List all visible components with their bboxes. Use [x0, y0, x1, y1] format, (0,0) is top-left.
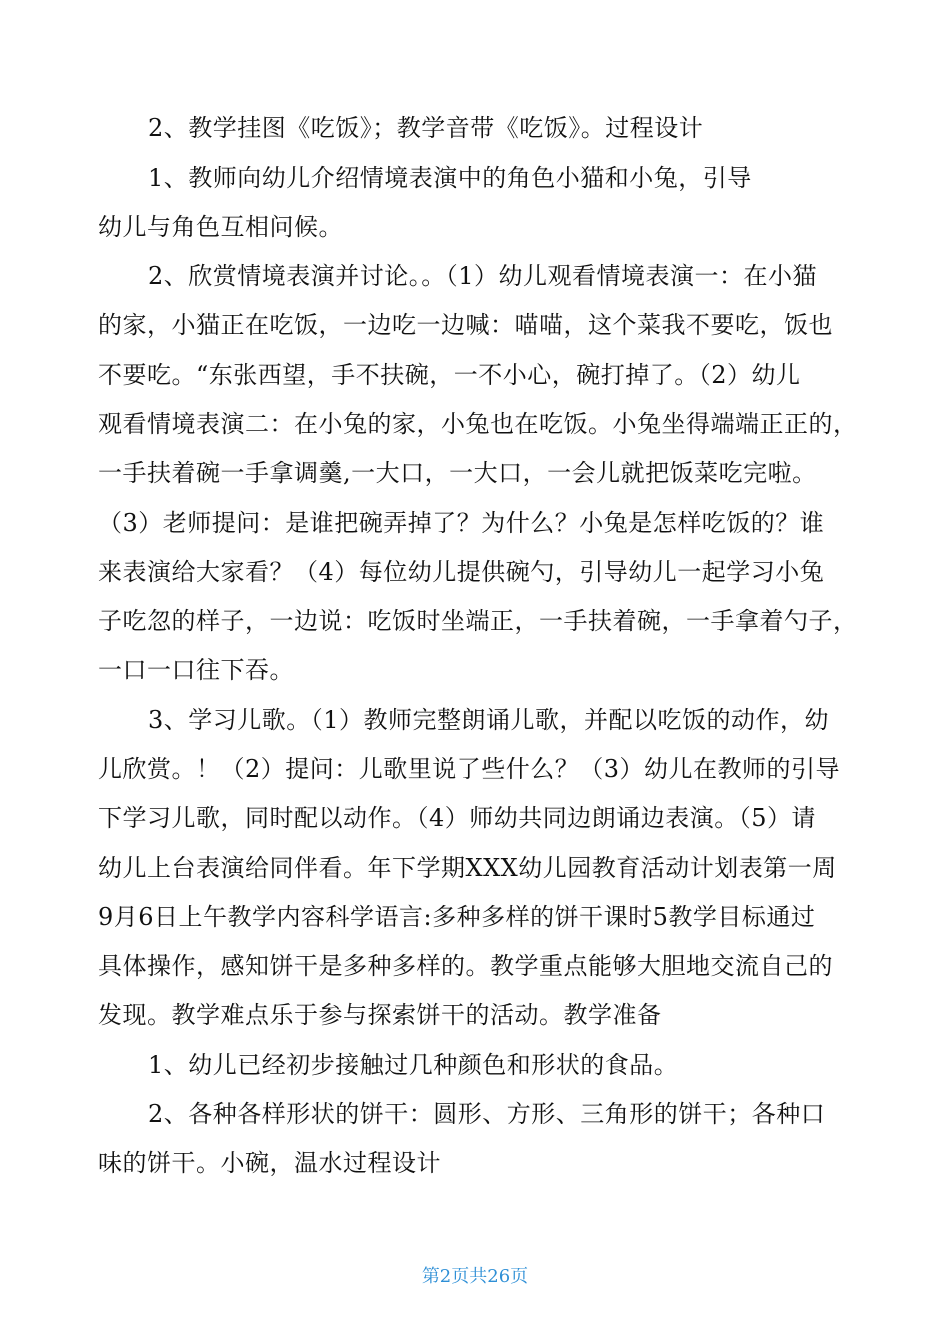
page-number-footer: 第2页共26页: [421, 1266, 529, 1287]
paragraph-line: 儿欣赏。！（2）提问：儿歌里说了些什么？（3）幼儿在教师的引导: [98, 755, 841, 783]
paragraph-line: 2、各种各样形状的饼干：圆形、方形、三角形的饼干；各种口: [148, 1100, 826, 1128]
paragraph-line: 2、欣赏情境表演并讨论。。（1）幼儿观看情境表演一：在小猫: [148, 262, 818, 290]
paragraph-line: 一手扶着碗一手拿调羹,一大口，一大口，一会儿就把饭菜吃完啦。: [98, 459, 817, 487]
paragraph-line: 来表演给大家看？（4）每位幼儿提供碗勺，引导幼儿一起学习小兔: [98, 558, 825, 586]
paragraph-line: 味的饼干。小碗，温水过程设计: [98, 1149, 441, 1177]
paragraph-line: 1、教师向幼儿介绍情境表演中的角色小猫和小兔，引导: [148, 164, 752, 192]
paragraph-line: 9月6日上午教学内容科学语言:多种多样的饼干课时5教学目标通过: [98, 903, 816, 931]
paragraph-line: 幼儿上台表演给同伴看。年下学期XXX幼儿园教育活动计划表第一周: [98, 854, 837, 882]
paragraph-line: 发现。教学难点乐于参与探索饼干的活动。教学准备: [98, 1001, 662, 1029]
paragraph-line: 2、教学挂图《吃饭》；教学音带《吃饭》。过程设计: [148, 114, 704, 142]
paragraph-line: 一口一口往下吞。: [98, 656, 294, 684]
paragraph-line: 具体操作，感知饼干是多种多样的。教学重点能够大胆地交流自己的: [98, 952, 833, 980]
paragraph-line: （3）老师提问：是谁把碗弄掉了？为什么？小兔是怎样吃饭的？谁: [98, 509, 825, 537]
paragraph-line: 子吃忽的样子，一边说：吃饭时坐端正，一手扶着碗，一手拿着勺子，: [98, 607, 858, 635]
paragraph-line: 1、幼儿已经初步接触过几种颜色和形状的食品。: [148, 1051, 679, 1079]
paragraph-line: 幼儿与角色互相问候。: [98, 213, 343, 241]
paragraph-line: 不要吃。“东张西望，手不扶碗，一不小心，碗打掉了。（2）幼儿: [98, 361, 801, 389]
paragraph-line: 观看情境表演二：在小兔的家，小兔也在吃饭。小兔坐得端端正正的，: [98, 410, 858, 438]
paragraph-line: 的家，小猫正在吃饭，一边吃一边喊：喵喵，这个菜我不要吃，饭也: [98, 311, 833, 339]
paragraph-line: 下学习儿歌，同时配以动作。（4）师幼共同边朗诵边表演。（5）请: [98, 804, 817, 832]
paragraph-line: 3、学习儿歌。（1）教师完整朗诵儿歌，并配以吃饭的动作，幼: [148, 706, 830, 734]
